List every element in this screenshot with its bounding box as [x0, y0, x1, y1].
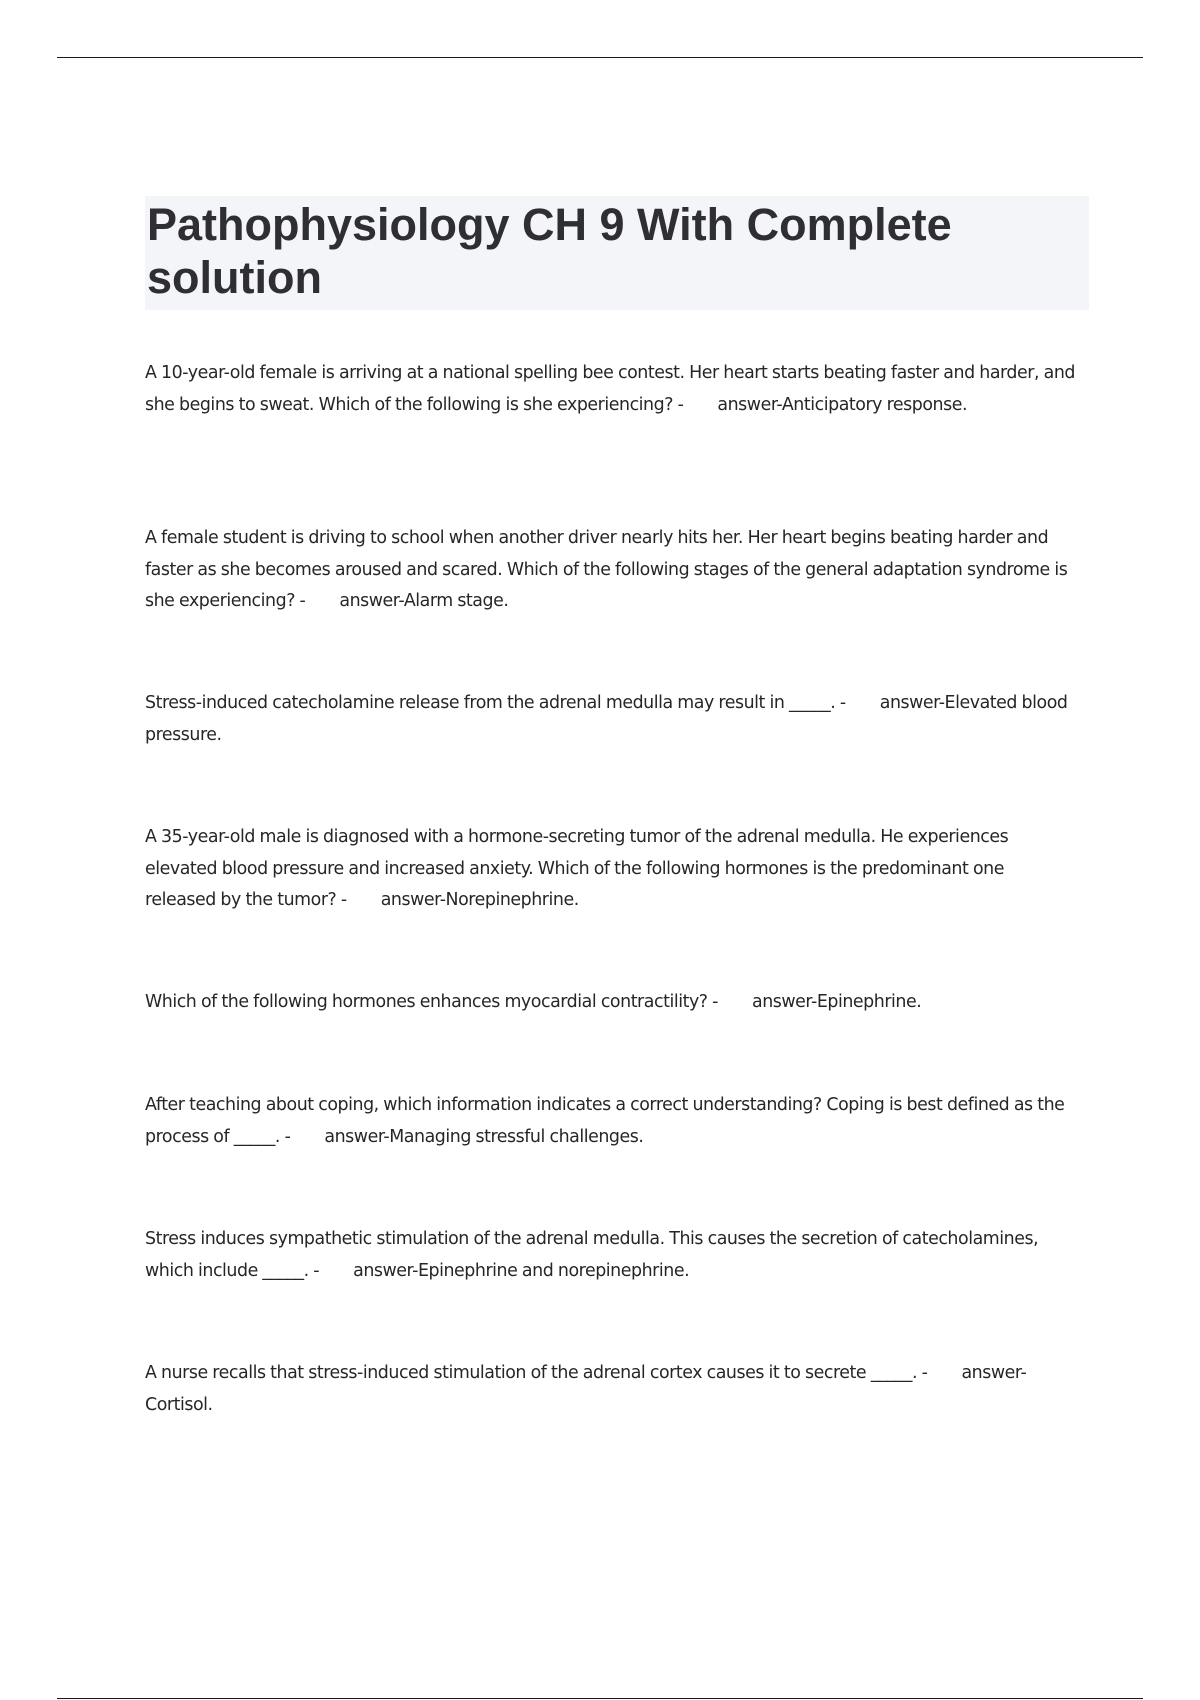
answer-text: answer-Anticipatory response. [717, 394, 968, 415]
qa-item [145, 822, 1075, 917]
question-text: A 10-year-old female is arriving at a national spelling bee contest. Her heart starts beating faster and harder, and she begins to sweat. Which of the following is she experiencing? - [145, 363, 1075, 415]
answer-text: answer-Norepinephrine. [380, 890, 579, 910]
header-rule [57, 57, 1143, 58]
page-title: Pathophysiology CH 9 With Complete solution [147, 199, 952, 303]
title-block [145, 196, 1089, 310]
question-text: A 35-year-old male is diagnosed with a hormone-secreting tumor of the adrenal medulla. He experiences elevated blood pressure and increased anxiety. Which of the following hormones is the predominant one released by the tumor? - [145, 827, 1009, 910]
answer-text: answer-Alarm stage. [339, 591, 509, 611]
answer-text: answer-Cortisol. [145, 1363, 1027, 1415]
qa-item [145, 523, 1075, 618]
answer-text: answer-Elevated blood pressure. [145, 693, 1068, 745]
answer-text: answer-Managing stressful challenges. [324, 1126, 644, 1147]
qa-item [145, 1090, 1075, 1153]
question-text: Stress-induced catecholamine release from the adrenal medulla may result in _____. - [145, 693, 846, 713]
footer-rule [57, 1698, 1143, 1699]
qa-item [145, 1224, 1075, 1287]
answer-text: answer-Epinephrine. [752, 992, 922, 1012]
qa-item [145, 688, 1075, 751]
question-text: A female student is driving to school when another driver nearly hits her. Her heart begins beating harder and faster as she becomes aroused and scared. Which of the following stages of the general adaptation syndrome is she experiencing? - [145, 528, 1068, 611]
qa-item [145, 987, 1075, 1019]
question-text: A nurse recalls that stress-induced stimulation of the adrenal cortex causes it to secrete _____. - [145, 1363, 928, 1383]
question-text: Stress induces sympathetic stimulation of the adrenal medulla. This causes the secretion of catecholamines, which include _____. - [145, 1229, 1039, 1281]
answer-text: answer-Epinephrine and norepinephrine. [353, 1260, 690, 1281]
question-text: Which of the following hormones enhances myocardial contractility? - [145, 992, 718, 1012]
qa-item [145, 1358, 1075, 1421]
question-text: After teaching about coping, which information indicates a correct understanding? Coping is best defined as the process of _____. - [145, 1095, 1065, 1147]
qa-item [145, 358, 1075, 421]
